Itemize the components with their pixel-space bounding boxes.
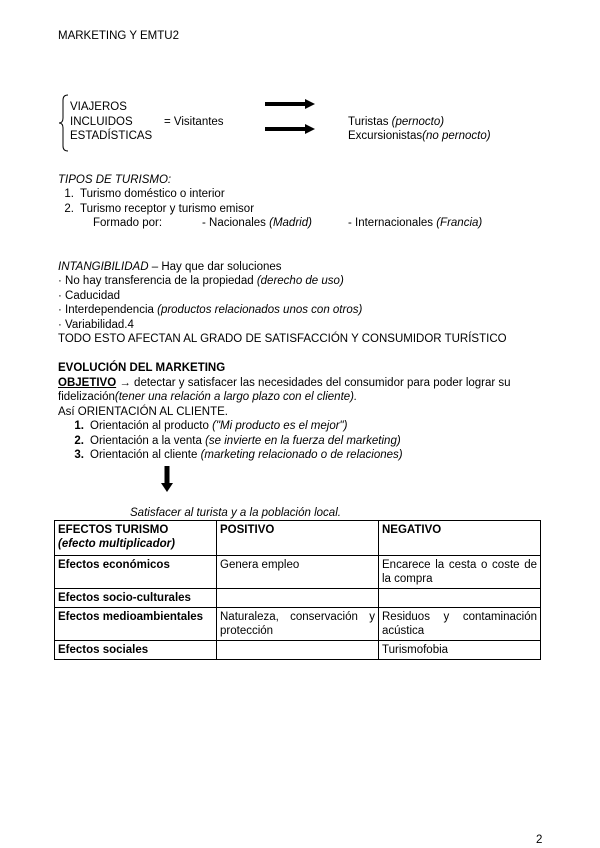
list-item: 2. Turismo receptor y turismo emisor: [64, 203, 255, 215]
table-cell: Efectos sociales: [55, 641, 217, 660]
bullet-item: · Interdependencia (productos relacionados unos con otros): [58, 304, 363, 316]
table-row: [55, 556, 541, 589]
fidelizacion-line: fidelización(tener una relación a largo plazo con el cliente).: [58, 391, 358, 403]
table-header-cell: NEGATIVO: [379, 521, 541, 556]
objetivo-line: OBJETIVO → detectar y satisfacer las necesidades del consumidor para poder lograr su: [58, 377, 511, 389]
intangibilidad-heading: INTANGIBILIDAD – Hay que dar soluciones: [58, 261, 282, 273]
table-cell: Efectos económicos: [55, 556, 217, 589]
table-row: [55, 589, 541, 608]
table-header-cell: EFECTOS TURISMO (efecto multiplicador): [55, 521, 217, 556]
table-cell: Encarece la cesta o coste de la compra: [379, 556, 541, 589]
section-title: EVOLUCIÓN DEL MARKETING: [58, 362, 226, 374]
estadisticas-label: ESTADÍSTICAS: [70, 130, 153, 142]
table-cell: [217, 641, 379, 660]
list-item: 1. Turismo doméstico o interior: [64, 188, 225, 200]
table-cell: Naturaleza, conservación y protección: [217, 608, 379, 641]
nacionales-text: - Nacionales (Madrid): [202, 217, 312, 229]
table-cell: Turismofobia: [379, 641, 541, 660]
orientacion-line: Así ORIENTACIÓN AL CLIENTE.: [58, 406, 228, 418]
table-header-cell: POSITIVO: [217, 521, 379, 556]
table-cell: Genera empleo: [217, 556, 379, 589]
turistas-text: Turistas (pernocto): [348, 116, 445, 128]
table-row: [55, 641, 541, 660]
table-cell: [379, 589, 541, 608]
excursionistas-text: Excursionistas(no pernocto): [348, 130, 491, 142]
list-item: 3. Orientación al cliente (marketing relacionado o de relaciones): [74, 449, 403, 461]
table-row: [55, 608, 541, 641]
table-cell: [217, 589, 379, 608]
page-number: 2: [536, 834, 543, 846]
bullet-item: · No hay transferencia de la propiedad (derecho de uso): [58, 275, 344, 287]
table-header-row: [55, 521, 541, 556]
table-cell: Residuos y contaminación acústica: [379, 608, 541, 641]
right-arrow-icon: [265, 124, 315, 134]
satisfacer-text: Satisfacer al turista y a la población local.: [130, 507, 341, 519]
bullet-item: · Caducidad: [58, 290, 121, 302]
visitantes-label: = Visitantes: [164, 116, 224, 128]
bullet-item: · Variabilidad.4: [58, 319, 134, 331]
list-item: 1. Orientación al producto ("Mi producto es el mejor"): [74, 420, 348, 432]
list-item: 2. Orientación a la venta (se invierte en la fuerza del marketing): [74, 435, 401, 447]
down-arrow-icon: [161, 466, 173, 492]
summary-text: TODO ESTO AFECTAN AL GRADO DE SATISFACCIÓN Y CONSUMIDOR TURÍSTICO: [58, 333, 507, 345]
effects-table: [54, 520, 541, 660]
table-cell: Efectos medioambientales: [55, 608, 217, 641]
formado-label: Formado por:: [93, 217, 163, 229]
internacionales-text: - Internacionales (Francia): [348, 217, 483, 229]
tipos-title: TIPOS DE TURISMO:: [58, 174, 172, 186]
right-arrow-icon: [265, 99, 315, 109]
table-cell: Efectos socio-culturales: [55, 589, 217, 608]
incluidos-label: INCLUIDOS: [70, 116, 133, 128]
document-header: MARKETING Y EMTU2: [58, 30, 179, 42]
viajeros-label: VIAJEROS: [70, 101, 127, 113]
